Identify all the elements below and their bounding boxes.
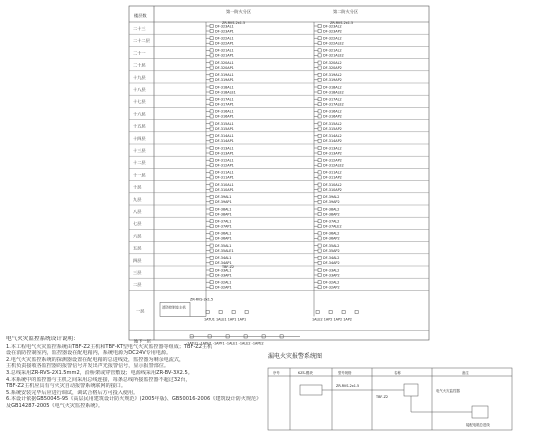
- panel-label: DF-322AP1: [215, 41, 234, 46]
- monitor-box: [318, 146, 321, 149]
- monitor-box: [210, 256, 213, 259]
- monitor-box: [210, 261, 213, 264]
- monitor-box: [318, 24, 321, 27]
- monitor-box: [318, 78, 321, 81]
- panel-label: DF-319AP2: [323, 78, 342, 83]
- floor-rows: [129, 21, 429, 290]
- floor-row: [129, 193, 429, 205]
- panel-label: DF-311AP1: [215, 175, 234, 180]
- legend-table: [268, 368, 512, 430]
- panel-label: DF-315AP2: [323, 126, 342, 131]
- panel-label: DF-314AP1: [215, 139, 234, 144]
- floor-label: 三层: [133, 270, 142, 275]
- legend-spec: ZR-RVS-2x1.5: [336, 384, 360, 388]
- panel-label: DF-37ALE2: [323, 224, 342, 229]
- floor-label: 四层: [133, 257, 142, 263]
- header-zone-a: 第一防火分区: [226, 9, 252, 14]
- floor-label: 十六层: [133, 111, 146, 117]
- panel-label: DF-317ALE2: [323, 102, 344, 107]
- floor-row: [129, 107, 429, 119]
- panel-label: DF-35AL2: [323, 243, 340, 248]
- monitor-box: [318, 29, 321, 32]
- floor-label: 九层: [133, 196, 142, 202]
- panel-label: DF-318ALE2: [323, 90, 344, 95]
- monitor-box: [318, 225, 321, 228]
- monitor-box: [210, 78, 213, 81]
- panel-label: DF-321AL1: [215, 48, 234, 53]
- notes-line: 及GB14287-2005《电气火灾监控系统》。: [6, 402, 104, 409]
- floor-row: [129, 144, 429, 156]
- panel-label: DF-34AP2: [323, 261, 340, 266]
- floor-row: [129, 278, 429, 290]
- panel-label: DF-34AL2: [323, 256, 340, 261]
- monitor-box: [318, 127, 321, 130]
- panel-label: DF-34AL1: [215, 256, 232, 261]
- panel-label: 1ATU1 1ALE1 1AP1 1AP1: [204, 317, 247, 322]
- floor-row: [129, 229, 429, 241]
- panel-label: DF-35AP2: [323, 248, 340, 253]
- monitor-box: [318, 286, 321, 289]
- panel-label: 消防控制室主机: [162, 305, 186, 310]
- floor-label: 十九层: [133, 74, 146, 80]
- notes-line: 主机负责接收各监控器的报警信号并发出声光报警信号，显示报警部位。: [6, 363, 170, 370]
- monitor-box: [245, 310, 248, 313]
- monitor-box: [318, 212, 321, 215]
- monitor-box: [318, 195, 321, 198]
- panel-label: DF-320AL2: [323, 60, 342, 65]
- panel-label: DF-32AP2: [323, 285, 340, 290]
- monitor-box: [210, 212, 213, 215]
- design-notes: [6, 336, 264, 410]
- floor-row: [129, 205, 429, 217]
- panel-label: DF-37AP1: [215, 224, 232, 229]
- floor-row: [129, 83, 429, 95]
- monitor-box: [316, 310, 319, 313]
- panel-label: DF-311AL1: [215, 170, 234, 175]
- legend-head-module: KZS-模块: [298, 371, 313, 375]
- monitor-box: [318, 42, 321, 45]
- floor-row: [129, 156, 429, 168]
- floor-label: 十三层: [133, 148, 146, 153]
- panel-label: DF-33AL1: [215, 268, 232, 273]
- panel-label: DF-321AP1: [215, 53, 234, 58]
- monitor-box: [318, 37, 321, 40]
- monitor-box: [210, 90, 213, 93]
- panel-label: DF-321ALE2: [323, 53, 344, 58]
- monitor-box: [342, 310, 345, 313]
- legend-frame: [268, 368, 512, 430]
- floor-row: [129, 59, 429, 71]
- monitor-box: [318, 273, 321, 276]
- monitor-box: [318, 85, 321, 88]
- monitor-box: [232, 310, 235, 313]
- notes-line: 3.总线采用ZR-RVS-2X1.5mm2，沿桥架或穿管敷设；电源线采用ZR-BV-3X2.5。: [6, 369, 193, 376]
- monitor-box: [219, 310, 222, 313]
- floor-row: [129, 181, 429, 193]
- panel-label: DF-313AL2: [323, 146, 342, 151]
- monitor-box: [210, 207, 213, 210]
- monitor-box: [210, 24, 213, 27]
- panel-label: DF-316AL1: [215, 109, 234, 114]
- panel-label: DF-322AL2: [323, 36, 342, 41]
- floor-label: 二层: [133, 282, 142, 288]
- panel-label: DF-33AL2: [323, 268, 340, 273]
- monitor-box: [318, 171, 321, 174]
- monitor-box: [210, 37, 213, 40]
- floor-label: 地下一层: [134, 338, 151, 344]
- monitor-box: [318, 103, 321, 106]
- cable-label: ZR-RVS-2x1.5: [222, 21, 246, 26]
- panel-label: DF-36AP2: [323, 236, 340, 241]
- panel-label: 1ALE2 1AP2 1AP2 1AP2: [312, 317, 352, 322]
- floor-label: 十四层: [133, 135, 146, 141]
- legend-head-spec: 型号规格: [338, 371, 352, 375]
- panel-label: DF-320AP2: [323, 65, 342, 70]
- header-floor: 楼层数: [134, 13, 147, 18]
- notes-line: 4.本系统中的监控器与主机之间采用总线连接，每条总线所接监控器不超过32台，: [6, 376, 191, 383]
- panel-label: DF-315AL2: [323, 121, 342, 126]
- panel-label: DF-315AP1: [215, 126, 234, 131]
- monitor-box: [210, 61, 213, 64]
- diagram-caption: 漏电火灾报警系统图: [268, 353, 323, 360]
- floor-row: [129, 34, 429, 46]
- panel-label: DF-317AL1: [215, 97, 234, 102]
- floor-label: 一层: [136, 308, 145, 314]
- panel-label: DF-322AL1: [215, 36, 234, 41]
- monitor-box: [329, 310, 332, 313]
- floor-label: 十八层: [133, 87, 146, 92]
- panel-label: -1ATU1 -1APH1 -1APF1 -1ALE1 -1ALE2 -1APE2: [186, 341, 264, 346]
- panel-label: DF-311AP2: [323, 175, 342, 180]
- panel-label: DF-32AP1: [215, 285, 232, 290]
- monitor-box: [210, 237, 213, 240]
- panel-label: DF-322ALE2: [323, 41, 344, 46]
- panel-label: DF-316AP1: [215, 114, 234, 119]
- panel-label: DF-32AL2: [323, 280, 340, 285]
- panel-label: DF-323AL2: [323, 24, 342, 29]
- legend-end-box: [472, 406, 488, 418]
- monitor-box: [210, 195, 213, 198]
- notes-line: 5.系统安装完毕后应进行调试，调试合格后方可投入使用。: [6, 389, 139, 396]
- monitor-box: [318, 134, 321, 137]
- floor-label: 十层: [133, 184, 142, 190]
- monitor-box: [318, 244, 321, 247]
- notes-title: 电气火灾监控系统设计说明：: [6, 336, 79, 342]
- floor-row: [129, 254, 429, 266]
- notes-line: 6.本设计依据GB50045-95《高层民用建筑设计防火规范》(2005年版)、GB50016-2006《建筑设计防火规范》: [6, 396, 262, 403]
- cable-label: TBF-Z2: [222, 265, 235, 270]
- legend-device: TBF-Z2: [376, 395, 389, 399]
- monitor-box: [318, 122, 321, 125]
- floor-row: [129, 132, 429, 144]
- floor-label: 八层: [133, 209, 142, 214]
- floor-label: 二十三: [133, 26, 146, 31]
- monitor-box: [318, 151, 321, 154]
- monitor-box: [210, 127, 213, 130]
- panel-label: DF-33AP2: [323, 273, 340, 278]
- panel-label: DF-312AP1: [215, 163, 234, 168]
- floor-label: 十二层: [133, 160, 146, 166]
- notes-line: 1.本工程电气火灾监控系统由TBF-Z2主机和TBF-KT型电气火灾监控器等组成；TBF-Z2主机: [6, 343, 213, 350]
- panel-label: DF-310AP1: [215, 187, 234, 192]
- monitor-box: [318, 66, 321, 69]
- monitor-box: [210, 244, 213, 247]
- monitor-box: [318, 110, 321, 113]
- floor-row: [129, 217, 429, 229]
- monitor-box: [210, 66, 213, 69]
- monitor-box: [318, 200, 321, 203]
- monitor-box: [210, 159, 213, 162]
- cable-label: ZR-RVS-2x1.5: [330, 21, 354, 26]
- panel-label: DF-318ALE1: [215, 90, 236, 95]
- panel-label: DF-311AL2: [323, 170, 342, 175]
- monitor-box: [318, 220, 321, 223]
- panel-label: DF-33AP1: [215, 273, 232, 278]
- panel-label: DF-321AL2: [323, 48, 342, 53]
- monitor-box: [210, 29, 213, 32]
- panel-label: DF-32AL1: [215, 280, 232, 285]
- panel-label: DF-319AL1: [215, 73, 234, 78]
- monitor-box: [318, 183, 321, 186]
- monitor-box: [318, 268, 321, 271]
- panel-label: DF-313AP1: [215, 151, 234, 156]
- monitor-box: [210, 268, 213, 271]
- panel-label: DF-314AP2: [323, 139, 342, 144]
- monitor-box: [210, 146, 213, 149]
- monitor-box: [318, 176, 321, 179]
- floor-label: 六层: [133, 233, 142, 239]
- monitor-box: [318, 232, 321, 235]
- panel-label: DF-39AP2: [323, 200, 340, 205]
- monitor-box: [210, 249, 213, 252]
- panel-label: DF-316AP2: [323, 114, 342, 119]
- monitor-box: [318, 249, 321, 252]
- legend-cap-right: 电气火灾监控器: [436, 389, 460, 393]
- panel-label: DF-37AL2: [323, 219, 340, 224]
- cable-label: ZR-RVS-2x1.5: [190, 297, 214, 302]
- panel-label: DF-313AP2: [323, 151, 342, 156]
- panel-label: DF-320AL1: [215, 60, 234, 65]
- monitor-box: [210, 286, 213, 289]
- panel-label: DF-35AL1: [215, 243, 232, 248]
- panel-label: DF-318AL1: [215, 85, 234, 90]
- panel-label: DF-310AP2: [323, 187, 342, 192]
- panel-label: DF-319AP1: [215, 78, 234, 83]
- monitor-box: [210, 115, 213, 118]
- monitor-box: [318, 54, 321, 57]
- monitor-box: [210, 188, 213, 191]
- monitor-box: [318, 188, 321, 191]
- monitor-box: [210, 85, 213, 88]
- panel-label: DF-312AP2: [323, 158, 342, 163]
- legend-cap-box: 接配电箱总进线: [466, 423, 490, 427]
- monitor-box: [206, 310, 209, 313]
- monitor-box: [210, 273, 213, 276]
- panel-label: DF-323AP1: [215, 29, 234, 34]
- panel-label: DF-39AP1: [215, 200, 232, 205]
- monitor-box: [210, 42, 213, 45]
- panel-label: DF-323AP2: [323, 29, 342, 34]
- notes-line: 2.电气火灾监控系统的探测器设置在配电箱的总进线处，监控器为剩余电流式，: [6, 356, 185, 363]
- outer-frame: [129, 6, 429, 340]
- panel-label: DF-34AP1: [215, 261, 232, 266]
- monitor-box: [210, 225, 213, 228]
- monitor-box: [318, 164, 321, 167]
- floor-label: 十五层: [133, 123, 146, 129]
- panel-label: DF-318AL2: [323, 85, 342, 90]
- header-row: [134, 8, 358, 19]
- panel-label: DF-39AL1: [215, 195, 232, 200]
- monitor-box: [318, 98, 321, 101]
- monitor-box: [210, 73, 213, 76]
- monitor-box: [210, 171, 213, 174]
- floor-label: 十七层: [133, 99, 146, 105]
- diagram-frame: [129, 6, 429, 340]
- monitor-box: [210, 54, 213, 57]
- monitor-box: [210, 134, 213, 137]
- panel-label: DF-319AL2: [323, 73, 342, 78]
- floor-row: [129, 168, 429, 180]
- monitor-box: [318, 61, 321, 64]
- monitor-box: [318, 90, 321, 93]
- monitor-box: [318, 281, 321, 284]
- floor-row: [129, 71, 429, 83]
- monitor-box: [318, 207, 321, 210]
- panel-label: DF-320AP1: [215, 65, 234, 70]
- legend-head-no: 序号: [273, 371, 280, 375]
- floor-row: [129, 46, 429, 58]
- monitor-box: [318, 139, 321, 142]
- monitor-box: [318, 115, 321, 118]
- panel-label: DF-310AL1: [215, 182, 234, 187]
- floor-label: 七层: [133, 221, 142, 227]
- notes-line: TBF-Z2主机应具有与火灾自动报警系统联网的接口。: [6, 383, 126, 390]
- panel-label: DF-323AL1: [215, 24, 234, 29]
- monitor-box: [210, 151, 213, 154]
- panel-label: DF-38AL1: [215, 207, 232, 212]
- panel-label: DF-314AL2: [323, 134, 342, 139]
- floor-row: [129, 95, 429, 107]
- monitor-box: [318, 237, 321, 240]
- floor-label: 二十一: [133, 50, 146, 56]
- panel-label: DF-35ALE1: [215, 248, 234, 253]
- floor-row: [129, 265, 429, 278]
- panel-label: DF-37AL1: [215, 219, 232, 224]
- panel-label: DF-39AL2: [323, 195, 340, 200]
- monitor-box: [210, 164, 213, 167]
- monitor-box: [210, 110, 213, 113]
- monitor-box: [210, 139, 213, 142]
- panel-label: DF-36AP1: [215, 236, 232, 241]
- panel-label: DF-38AL2: [323, 207, 340, 212]
- floor-row: [129, 120, 429, 132]
- monitor-box: [318, 261, 321, 264]
- floor-label: 五层: [133, 245, 142, 251]
- monitor-box: [210, 176, 213, 179]
- monitor-box: [210, 183, 213, 186]
- panel-label: DF-36AL2: [323, 231, 340, 236]
- panel-label: DF-314AL1: [215, 134, 234, 139]
- panel-label: DF-313AL1: [215, 146, 234, 151]
- monitor-box: [318, 73, 321, 76]
- monitor-box: [210, 103, 213, 106]
- monitor-box: [210, 122, 213, 125]
- legend-monitor-box: [404, 384, 418, 396]
- panel-label: DF-38AP2: [323, 212, 340, 217]
- floor-label: 二十层: [133, 62, 146, 68]
- monitor-box: [210, 232, 213, 235]
- monitor-box: [318, 159, 321, 162]
- monitor-box: [210, 49, 213, 52]
- panel-label: DF-317AP1: [215, 102, 234, 107]
- panel-label: DF-312AL1: [215, 158, 234, 163]
- notes-line: 设在消防控制室内，监控器设在配电箱内，系统电源为DC24V专用电源。: [6, 350, 172, 357]
- panel-label: DF-315AL1: [215, 121, 234, 126]
- monitor-box: [355, 310, 358, 313]
- monitor-box: [318, 49, 321, 52]
- monitor-box: [318, 256, 321, 259]
- legend-text: [273, 370, 490, 427]
- monitor-box: [210, 98, 213, 101]
- panel-label: DF-316AL2: [323, 109, 342, 114]
- monitor-box: [210, 281, 213, 284]
- monitor-box: [210, 200, 213, 203]
- floor-row: [129, 242, 429, 254]
- floor-label: 二十二层: [133, 38, 150, 44]
- panel-label: DF-310AL2: [323, 182, 342, 187]
- floor-label: 十一层: [133, 172, 146, 178]
- panel-label: DF-38AP1: [215, 212, 232, 217]
- header-zone-b: 第二防火分区: [333, 9, 359, 14]
- panel-label: DF-317AL2: [323, 97, 342, 102]
- floor-row: [129, 21, 429, 34]
- legend-head-remark: 备注: [462, 371, 469, 375]
- panel-label: DF-36AL1: [215, 231, 232, 236]
- legend-device-box: [300, 385, 322, 395]
- legend-head-name: 名称: [394, 371, 401, 375]
- first-floor-row: [129, 290, 429, 330]
- panel-label: DF-312ALE2: [323, 163, 344, 168]
- monitor-box: [210, 220, 213, 223]
